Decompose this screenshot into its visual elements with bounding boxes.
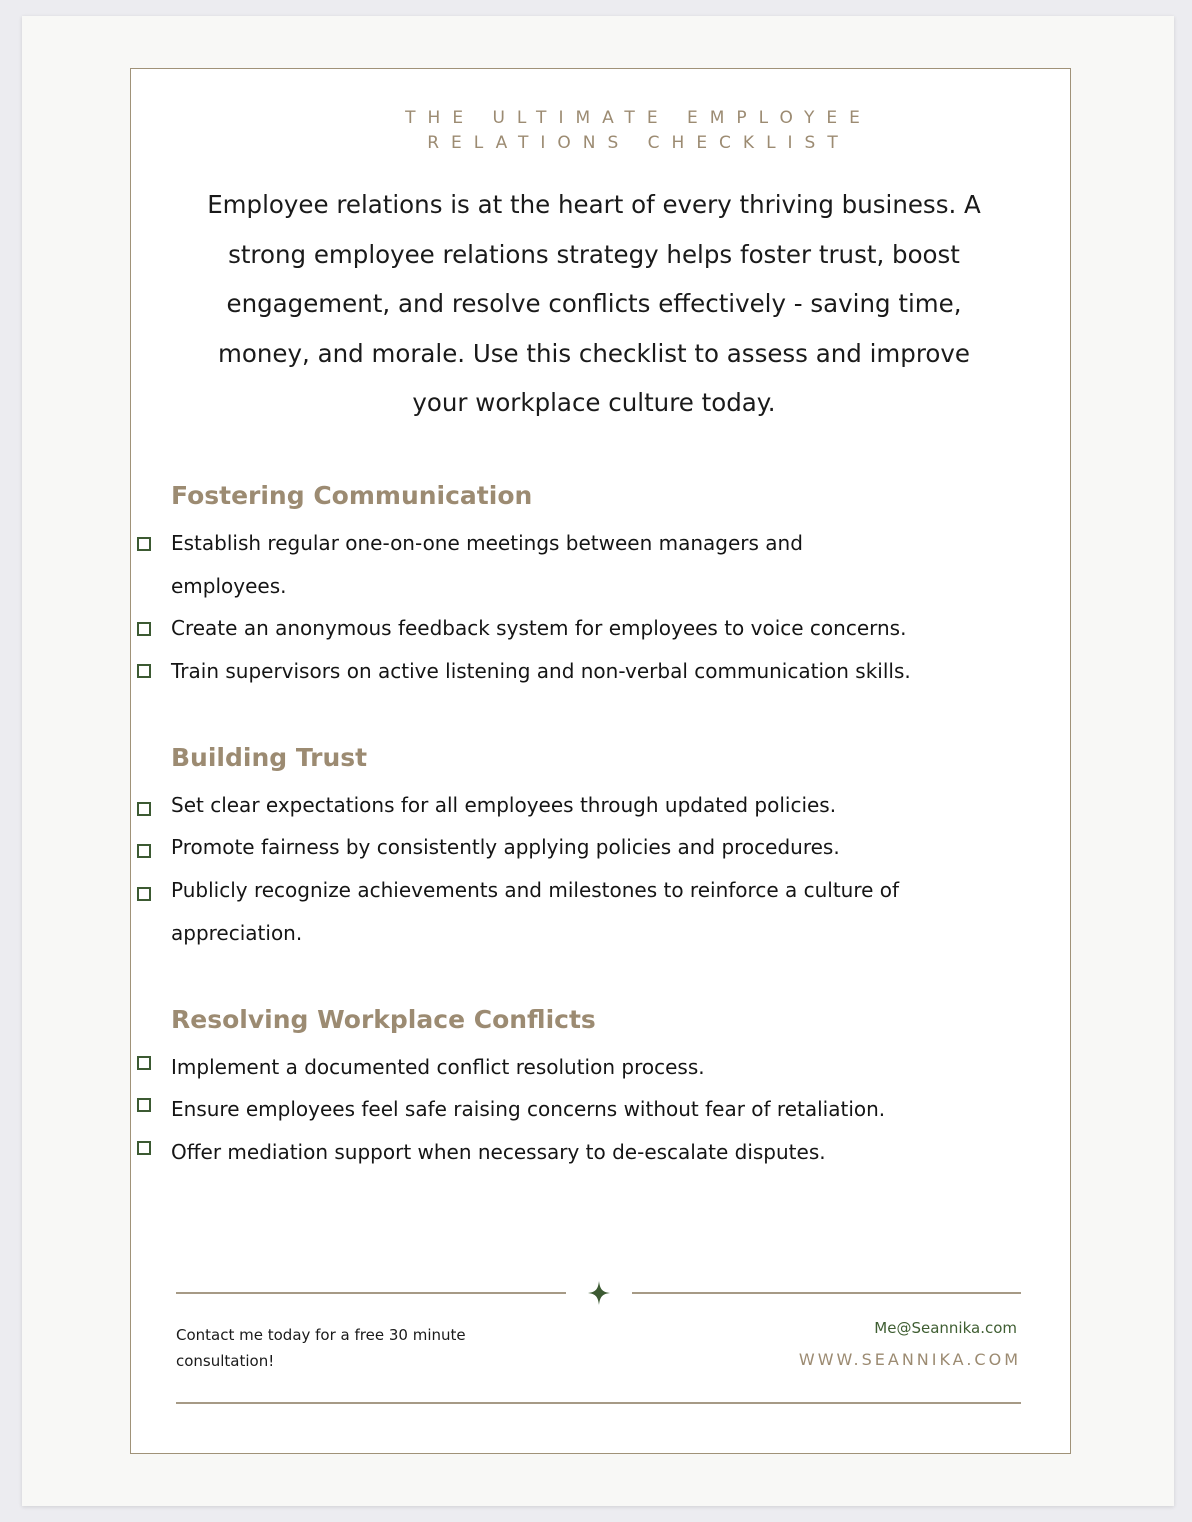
contact-call-to-action (176, 1322, 506, 1374)
website-link[interactable]: WWW.SEANNIKA.COM (798, 1350, 1021, 1369)
checkbox-icon[interactable] (137, 844, 151, 858)
checkbox-icon[interactable] (137, 537, 151, 551)
checklist-item-text: Set clear expectations for all employees through updated policies. (171, 793, 837, 817)
checklist-item-text: Train supervisors on active listening and non-verbal communication skills. (171, 659, 911, 683)
item-line: Establish regular one-on-one meetings between managers and (171, 531, 803, 555)
checklist-item-text: Offer mediation support when necessary to de-escalate disputes. (171, 1140, 826, 1164)
footer-bottom-rule (176, 1402, 1021, 1404)
contact-line: Contact me today for a free 30 minute (176, 1326, 466, 1344)
section-heading: Fostering Communication (171, 481, 533, 510)
email-link[interactable]: Me@Seannika.com (874, 1319, 1017, 1337)
checkbox-icon[interactable] (137, 664, 151, 678)
item-line: Publicly recognize achievements and milestones to reinforce a culture of (171, 878, 900, 902)
intro-line: engagement, and resolve conflicts effectively - saving time, (226, 289, 962, 318)
intro-line: money, and morale. Use this checklist to assess and improve (218, 338, 970, 368)
checklist-item-text (171, 869, 1021, 954)
intro-line: your workplace culture today. (412, 388, 776, 417)
checkbox-icon[interactable] (137, 1056, 151, 1070)
checklist-item-text: Implement a documented conflict resolution process. (171, 1055, 705, 1079)
checklist-item-text: Create an anonymous feedback system for employees to voice concerns. (171, 616, 907, 640)
checkbox-icon[interactable] (137, 1141, 151, 1155)
checkbox-icon[interactable] (137, 802, 151, 816)
title-line-1: THE ULTIMATE EMPLOYEE (405, 108, 872, 128)
intro-line: strong employee relations strategy helps foster trust, boost (228, 239, 960, 269)
section-heading: Building Trust (171, 743, 368, 772)
checkbox-icon[interactable] (137, 1098, 151, 1112)
title-line-2: RELATIONS CHECKLIST (427, 133, 850, 153)
contact-line: consultation! (176, 1352, 275, 1370)
section-heading: Resolving Workplace Conflicts (171, 1005, 596, 1034)
footer-divider-left (176, 1292, 566, 1294)
checkbox-icon[interactable] (137, 622, 151, 636)
checkbox-icon[interactable] (137, 887, 151, 901)
item-line: employees. (171, 573, 287, 598)
item-line: appreciation. (171, 920, 303, 945)
checklist-item-text (171, 522, 1021, 607)
page-title (0, 106, 1192, 156)
intro-paragraph (170, 180, 1018, 428)
intro-line: Employee relations is at the heart of every thriving business. A (207, 190, 981, 219)
checklist-item-text: Ensure employees feel safe raising concerns without fear of retaliation. (171, 1097, 886, 1121)
footer-divider-right (632, 1292, 1021, 1294)
four-point-star-icon (587, 1280, 611, 1306)
checklist-item-text: Promote fairness by consistently applying policies and procedures. (171, 835, 840, 859)
